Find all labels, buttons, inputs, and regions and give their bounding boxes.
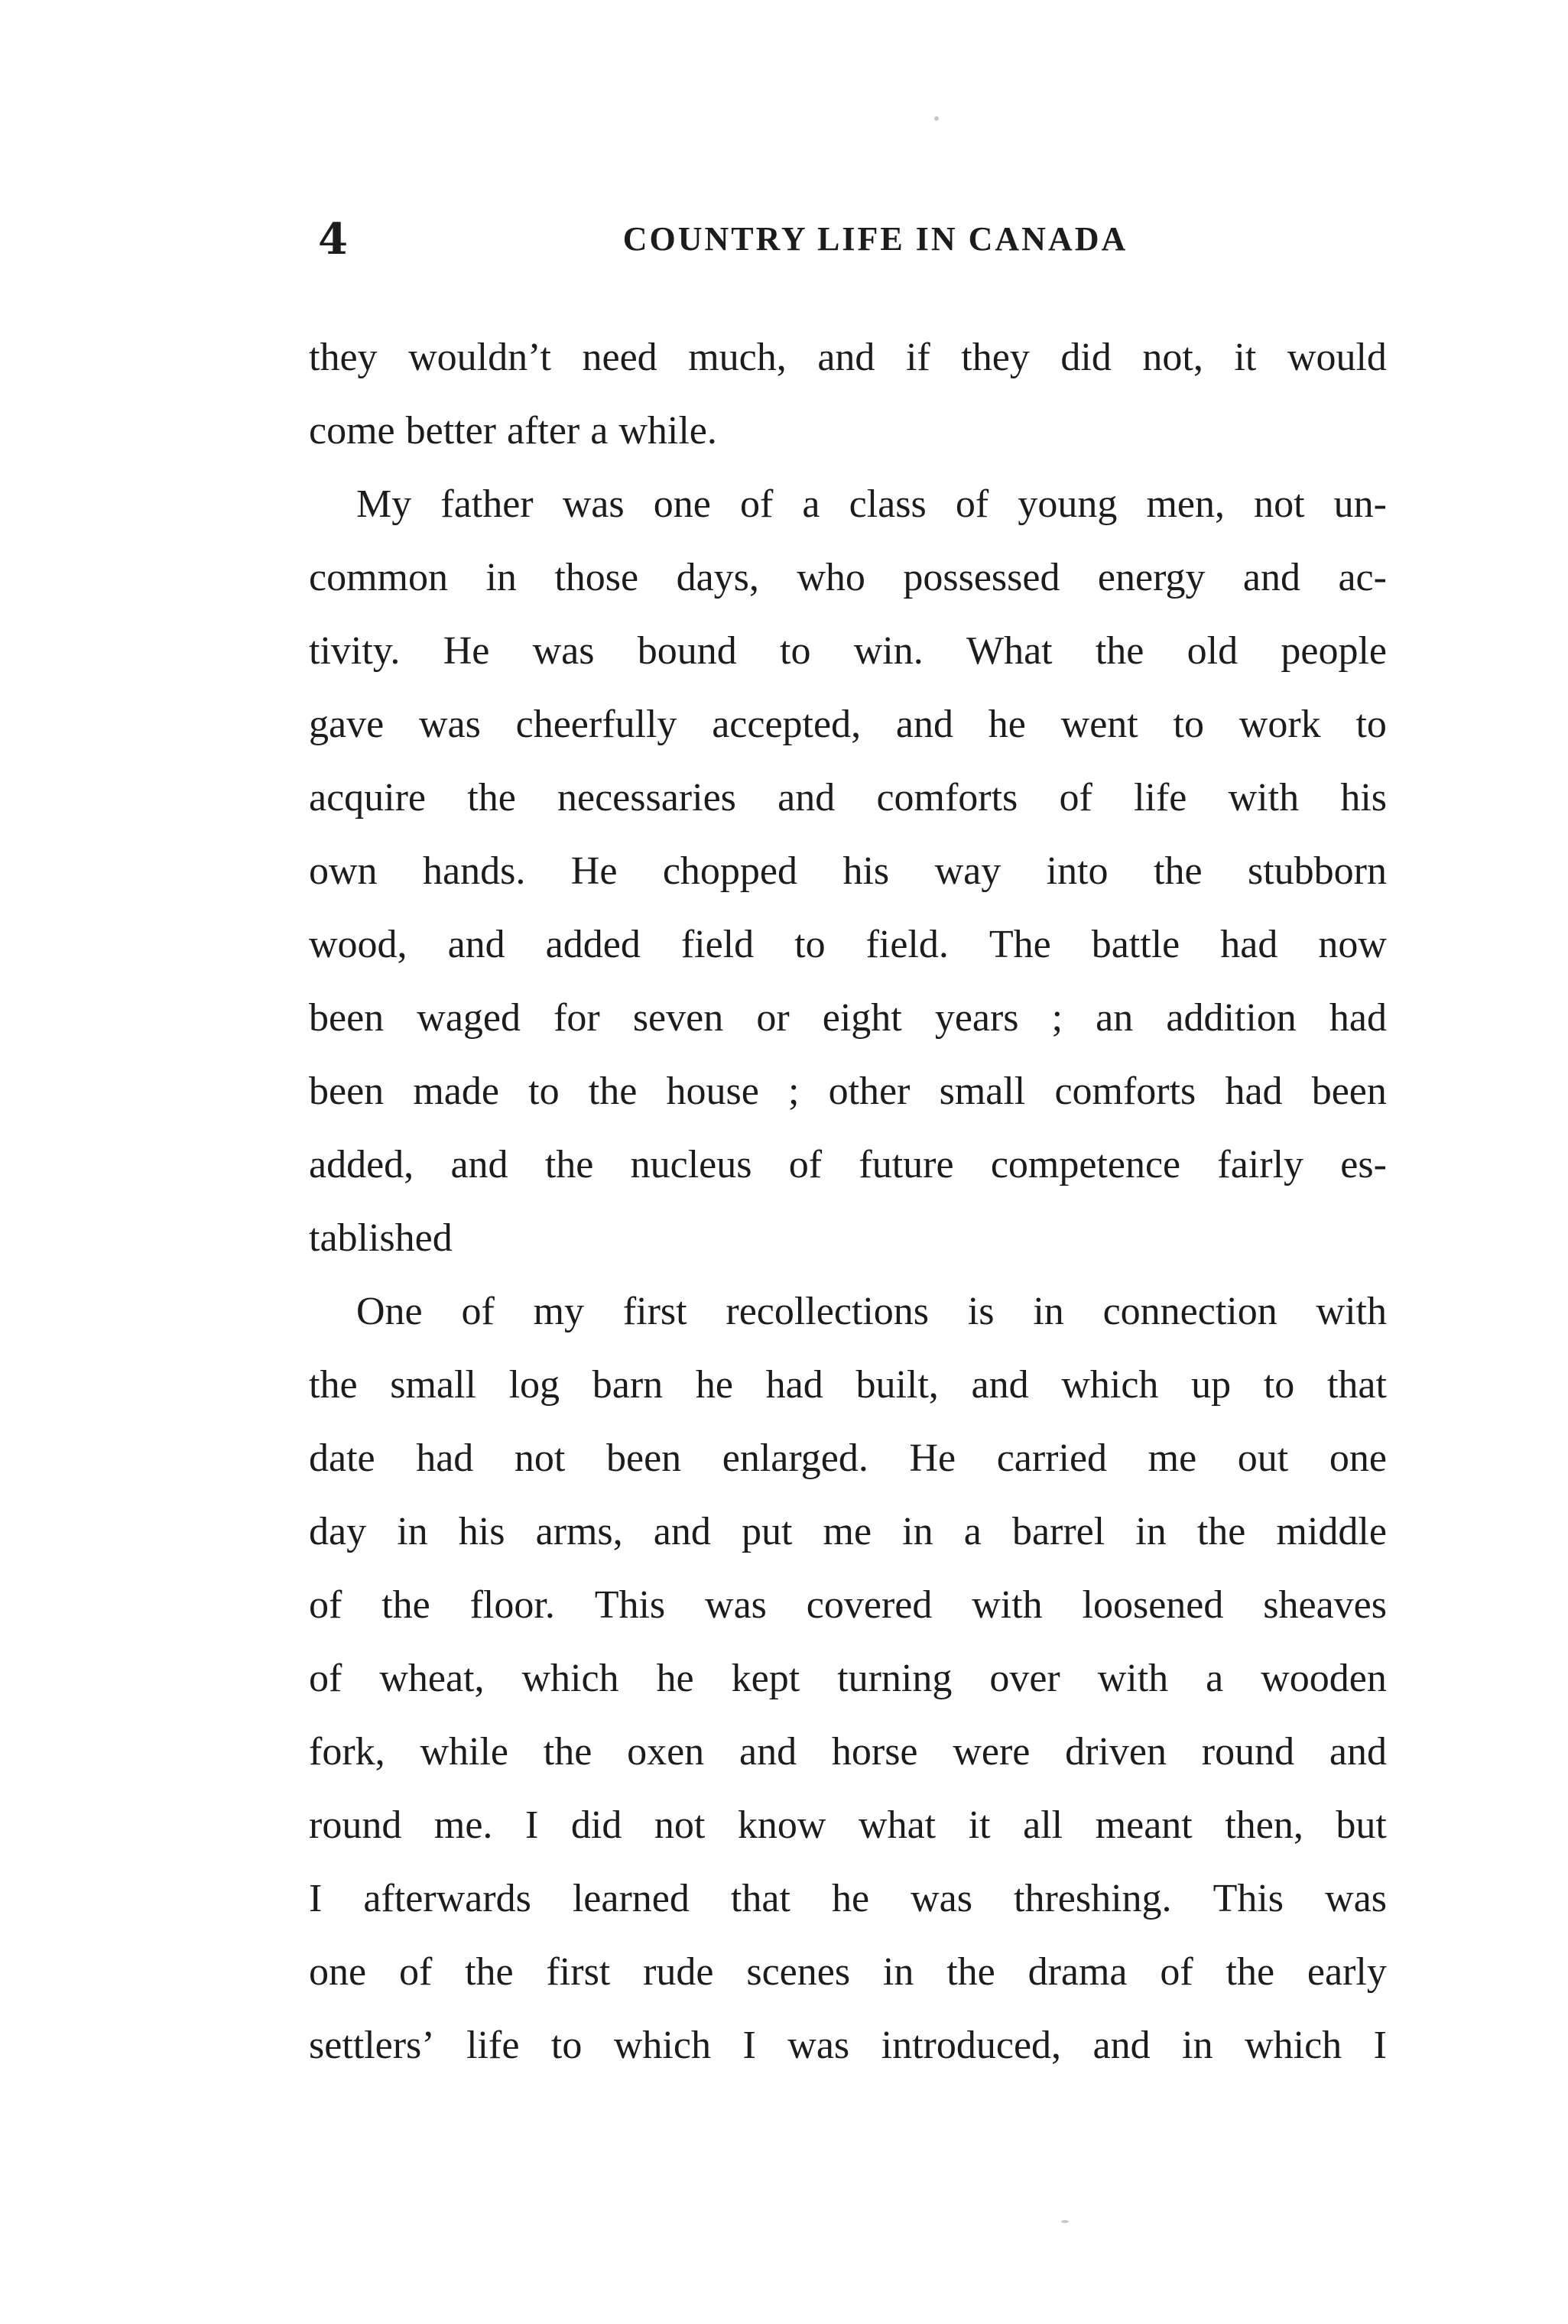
word: fork, [309, 1730, 385, 1774]
word: one [309, 1950, 367, 1994]
word: it [968, 1803, 991, 1847]
word: common [309, 556, 448, 599]
word: been [1311, 1069, 1387, 1113]
text-line [309, 1495, 1387, 1569]
word: not [1254, 482, 1305, 526]
word: that [1326, 1363, 1387, 1407]
word: What [966, 629, 1053, 673]
text-line [309, 1349, 1387, 1422]
text-line [309, 1202, 1387, 1275]
word: field [680, 923, 755, 966]
word: chopped [662, 849, 798, 893]
word: up [1191, 1363, 1232, 1407]
word: acquire [309, 776, 427, 820]
word: me [823, 1510, 872, 1553]
word: gave [309, 703, 385, 746]
word: and [450, 1143, 508, 1186]
word: My [356, 482, 412, 526]
text-line [309, 761, 1387, 835]
text-line [309, 1789, 1387, 1862]
word: people [1281, 629, 1387, 673]
word: been [605, 1436, 682, 1480]
word: way [934, 849, 1002, 893]
word: energy [1097, 556, 1206, 599]
word: early [1307, 1950, 1387, 1994]
text-line [309, 321, 1387, 394]
word: was [532, 629, 595, 673]
word: had [765, 1363, 823, 1407]
word: meant [1095, 1803, 1193, 1847]
word: been [309, 1069, 385, 1113]
word: turning [837, 1657, 953, 1700]
running-title: COUNTRY LIFE IN CANADA [622, 220, 1128, 258]
word: were [953, 1730, 1031, 1774]
word: sheaves [1263, 1583, 1387, 1627]
word: those [554, 556, 639, 599]
word: eight [822, 996, 902, 1040]
word: did [570, 1803, 622, 1847]
word: stubborn [1247, 849, 1387, 893]
word: know [737, 1803, 826, 1847]
word: was [418, 703, 481, 746]
word: which [1245, 2024, 1342, 2067]
word: enlarged. [722, 1436, 868, 1480]
word: hands. [423, 849, 526, 893]
word: settlers’ [309, 2024, 435, 2067]
word: own [309, 849, 378, 893]
word: in [902, 1510, 933, 1553]
word: in [882, 1950, 914, 1994]
word: me [1148, 1436, 1197, 1480]
word: for [554, 996, 600, 1040]
page-header [309, 213, 1387, 266]
word: with [1097, 1657, 1169, 1700]
word: had [1220, 923, 1278, 966]
word: the [1226, 1950, 1275, 1994]
word: life [466, 2024, 520, 2067]
word: connection [1102, 1290, 1277, 1333]
word: comforts [876, 776, 1018, 820]
word: cheerfully [515, 703, 677, 746]
word: covered [806, 1583, 933, 1627]
word: He [570, 849, 618, 893]
word: to [1173, 703, 1204, 746]
word: which [1061, 1363, 1159, 1407]
text-line [309, 835, 1387, 908]
word: or [756, 996, 790, 1040]
word: first [546, 1950, 611, 1994]
paper-speck [1061, 2220, 1069, 2223]
word: and [778, 776, 836, 820]
word: battle [1091, 923, 1180, 966]
word: come [309, 409, 395, 453]
word: and [653, 1510, 711, 1553]
word: introduced, [881, 2024, 1062, 2067]
text-line [309, 908, 1387, 982]
word: the [543, 1730, 592, 1774]
word: but [1336, 1803, 1387, 1847]
word: added [545, 923, 641, 966]
word: floor. [469, 1583, 555, 1627]
word: One [356, 1290, 423, 1333]
word: after [506, 409, 580, 453]
text-line [309, 1936, 1387, 2009]
word: was [911, 1877, 972, 1920]
word: over [989, 1657, 1060, 1700]
word: father [440, 482, 534, 526]
word: wood, [309, 923, 407, 966]
word: of [398, 1950, 433, 1994]
word: the [1095, 629, 1144, 673]
word: loosened [1082, 1583, 1224, 1627]
word: the [946, 1950, 995, 1994]
word: es- [1340, 1143, 1387, 1186]
word: barrel [1011, 1510, 1105, 1553]
word: young [1018, 482, 1118, 526]
word: all [1023, 1803, 1063, 1847]
text-line [309, 615, 1387, 688]
word: he [656, 1657, 694, 1700]
word: and [1092, 2024, 1151, 2067]
word: is [967, 1290, 995, 1333]
text-line [309, 1715, 1387, 1789]
word: of [955, 482, 989, 526]
word: they [961, 336, 1030, 379]
word: seven [632, 996, 724, 1040]
word: one [653, 482, 711, 526]
word: un- [1333, 482, 1387, 526]
word: put [741, 1510, 793, 1553]
word: in [485, 556, 517, 599]
word: built, [855, 1363, 939, 1407]
word: then, [1225, 1803, 1303, 1847]
text-line [309, 688, 1387, 761]
word: small [390, 1363, 476, 1407]
word: oxen [627, 1730, 705, 1774]
word: old [1187, 629, 1238, 673]
word: which [613, 2024, 711, 2067]
word: round [1201, 1730, 1295, 1774]
word: he [988, 703, 1026, 746]
word: work [1238, 703, 1321, 746]
word: they [309, 336, 378, 379]
word: possessed [903, 556, 1060, 599]
word: and [739, 1730, 797, 1774]
word: days, [676, 556, 759, 599]
word: and [895, 703, 953, 746]
word: the [309, 1363, 358, 1407]
word: other [828, 1069, 911, 1113]
word: of [309, 1583, 342, 1627]
word: He [443, 629, 490, 673]
word: his [842, 849, 890, 893]
word: his [1340, 776, 1387, 820]
paper-speck [934, 116, 939, 121]
word: he [831, 1877, 870, 1920]
word: driven [1065, 1730, 1167, 1774]
word: scenes [746, 1950, 851, 1994]
word: that [730, 1877, 790, 1920]
word: with [1316, 1290, 1387, 1333]
text-line [309, 2009, 1387, 2082]
word: was [705, 1583, 767, 1627]
text-line [309, 1422, 1387, 1495]
word: made [413, 1069, 499, 1113]
body-text [309, 321, 1387, 2082]
word: I [742, 2024, 756, 2067]
word: while. [618, 409, 717, 453]
word: now [1318, 923, 1387, 966]
word: to [794, 923, 826, 966]
word: would [1287, 336, 1387, 379]
word: the [467, 776, 516, 820]
word: to [1263, 1363, 1295, 1407]
word: addition [1166, 996, 1297, 1040]
word: and [971, 1363, 1029, 1407]
text-line [309, 468, 1387, 541]
word: carried [996, 1436, 1108, 1480]
word: of [739, 482, 774, 526]
word: The [989, 923, 1051, 966]
word: while [420, 1730, 508, 1774]
word: not [514, 1436, 566, 1480]
word: arms, [535, 1510, 623, 1553]
word: wooden [1261, 1657, 1387, 1700]
word: ; [1051, 996, 1063, 1040]
word: This [1213, 1877, 1284, 1920]
text-line [309, 1128, 1387, 1202]
word: the [544, 1143, 594, 1186]
word: first [622, 1290, 687, 1333]
word: life [1134, 776, 1187, 820]
word: much, [688, 336, 787, 379]
word: of [788, 1143, 823, 1186]
word: threshing. [1014, 1877, 1172, 1920]
word: nucleus [630, 1143, 752, 1186]
word: He [909, 1436, 956, 1480]
word: was [787, 2024, 850, 2067]
word: he [695, 1363, 733, 1407]
word: small [939, 1069, 1026, 1113]
word: his [458, 1510, 505, 1553]
word: to [780, 629, 811, 673]
word: drama [1027, 1950, 1128, 1994]
word: tivity. [309, 629, 401, 673]
word: middle [1276, 1510, 1387, 1553]
word: and [817, 336, 875, 379]
word: waged [417, 996, 521, 1040]
word: was [1325, 1877, 1387, 1920]
text-line [309, 982, 1387, 1055]
word: me. [433, 1803, 493, 1847]
page-number: 4 [318, 214, 348, 265]
word: men, [1146, 482, 1225, 526]
text-line [309, 1569, 1387, 1642]
word: bound [637, 629, 737, 673]
word: of [309, 1657, 342, 1700]
text-line [309, 1862, 1387, 1936]
word: to [528, 1069, 560, 1113]
word: accepted, [712, 703, 862, 746]
word: and [447, 923, 505, 966]
word: of [1059, 776, 1092, 820]
word: I [1373, 2024, 1387, 2067]
word: with [1228, 776, 1300, 820]
word: barn [592, 1363, 664, 1407]
word: to [550, 2024, 583, 2067]
word: had [1225, 1069, 1283, 1113]
word: an [1096, 996, 1134, 1040]
word: if [905, 336, 930, 379]
word: house [666, 1069, 759, 1113]
word: log [508, 1363, 560, 1407]
word: learned [572, 1877, 690, 1920]
word: win. [853, 629, 924, 673]
word: in [1135, 1510, 1167, 1553]
text-line [309, 1055, 1387, 1128]
word: wouldn’t [408, 336, 551, 379]
word: ac- [1338, 556, 1387, 599]
text-line [309, 1642, 1387, 1715]
text-line [309, 1275, 1387, 1349]
text-line [309, 541, 1387, 615]
word: class [849, 482, 927, 526]
word: I [309, 1877, 323, 1920]
word: day [309, 1510, 367, 1553]
word: had [1329, 996, 1387, 1040]
word: a [802, 482, 820, 526]
word: the [381, 1583, 430, 1627]
text-line [309, 394, 1387, 468]
word: the [465, 1950, 514, 1994]
word: round [309, 1803, 402, 1847]
word: rude [643, 1950, 714, 1994]
word: the [1196, 1510, 1246, 1553]
word: and [1329, 1730, 1387, 1774]
word: future [859, 1143, 954, 1186]
word: ; [787, 1069, 800, 1113]
word: had [416, 1436, 474, 1480]
word: field. [865, 923, 949, 966]
word: I [524, 1803, 539, 1847]
word: recollections [726, 1290, 930, 1333]
word: of [461, 1290, 495, 1333]
word: competence [990, 1143, 1181, 1186]
word: in [1033, 1290, 1064, 1333]
word: not [654, 1803, 706, 1847]
word: afterwards [363, 1877, 531, 1920]
word: need [582, 336, 657, 379]
word: what [859, 1803, 937, 1847]
word: and [1242, 556, 1301, 599]
word: years [934, 996, 1019, 1040]
word: did [1060, 336, 1112, 379]
word: the [1154, 849, 1203, 893]
word: horse [831, 1730, 918, 1774]
word: fairly [1217, 1143, 1304, 1186]
word: kept [731, 1657, 800, 1700]
word: went [1060, 703, 1138, 746]
word: which [521, 1657, 619, 1700]
word: was [562, 482, 625, 526]
word: my [533, 1290, 585, 1333]
word: a [590, 409, 609, 453]
word: of [1160, 1950, 1193, 1994]
word: This [594, 1583, 666, 1627]
word: not, [1142, 336, 1203, 379]
word: one [1329, 1436, 1387, 1480]
word: added, [309, 1143, 414, 1186]
word: with [972, 1583, 1043, 1627]
word: better [405, 409, 496, 453]
word: into [1046, 849, 1109, 893]
word: the [588, 1069, 638, 1113]
word: a [963, 1510, 982, 1553]
word: necessaries [557, 776, 736, 820]
word: been [309, 996, 385, 1040]
word: to [1355, 703, 1387, 746]
word: tablished [309, 1216, 453, 1260]
word: date [309, 1436, 375, 1480]
word: a [1206, 1657, 1224, 1700]
word: in [397, 1510, 428, 1553]
word: out [1237, 1436, 1289, 1480]
word: comforts [1054, 1069, 1196, 1113]
word: in [1182, 2024, 1213, 2067]
word: wheat, [379, 1657, 485, 1700]
word: who [797, 556, 865, 599]
word: it [1234, 336, 1257, 379]
